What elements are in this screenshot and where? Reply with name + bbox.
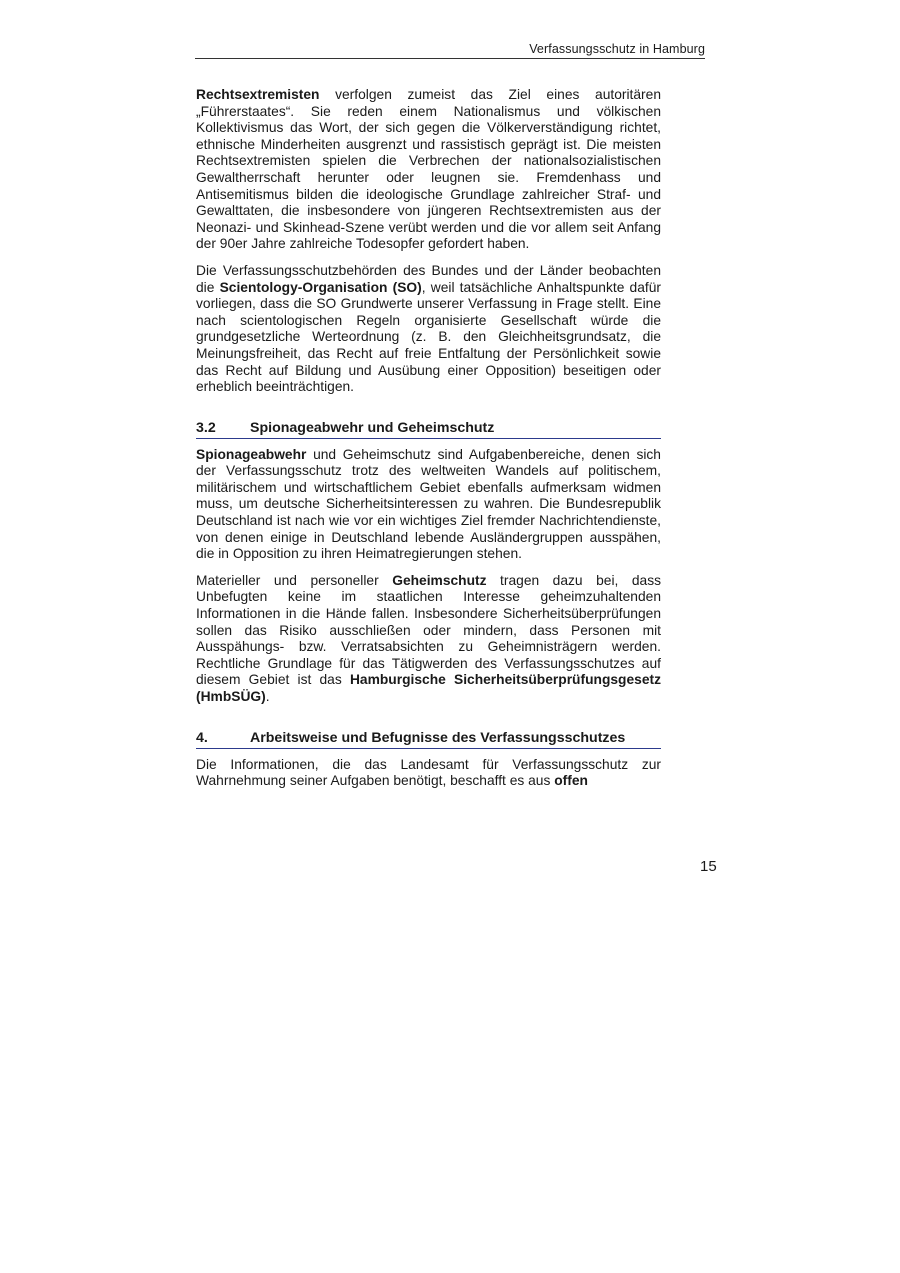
paragraph-text: und Geheimschutz sind Aufgabenbereiche, denen sich der Verfassungsschutz trotz des weltweiten Wandels auf politischem, militärischem und wirtschaftlichem Gebiet ebenfalls aufmerksam widmen muss, um deutsche Sicherheitsinteressen zu wahren. Die Bundesrepublik Deutschland ist nach wie vor ein wichtiges Ziel fremder Nachrichtendienste, von denen einige in Deutschland lebende Ausländergruppen ausspähen, die in Opposition zu ihren Heimatregierungen stehen. (196, 446, 661, 562)
term-spionageabwehr: Spionageabwehr (196, 446, 307, 462)
term-geheimschutz: Geheimschutz (392, 572, 487, 588)
page-number: 15 (700, 858, 717, 875)
paragraph-spionageabwehr (196, 447, 661, 563)
section-title: Arbeitsweise und Befugnisse des Verfassungsschutzes (250, 729, 626, 746)
paragraph-arbeitsweise (196, 757, 661, 790)
paragraph-text: Materieller und personeller (196, 572, 393, 588)
term-hmbsueg: Hamburgische Sicherheitsüberprüfungsgesetz (HmbSÜG) (196, 672, 661, 704)
section-title: Spionageabwehr und Geheimschutz (250, 419, 495, 436)
term-rechtsextremisten: Rechtsextremisten (196, 87, 320, 102)
running-header (195, 42, 705, 59)
section-number: 3.2 (196, 419, 216, 436)
paragraph-rechtsextremisten (196, 87, 661, 253)
paragraph-text: tragen dazu bei, dass Unbefugten keine im staatlichen Interesse geheimzuhaltenden Informationen in die Hände fallen. Insbesondere Sicherheitsüberprüfungen sollen das Risiko ausschließen oder mindern, dass Personen mit Ausspähungs- bzw. Verratsabsichten zu Geheimnisträgern werden. Rechtliche Grundlage für das Tätigwerden des Verfassungsschutzes auf diesem Gebiet ist das (196, 572, 661, 688)
section-heading-4 (196, 730, 661, 749)
paragraph-text: verfolgen zumeist das Ziel eines autoritären „Führerstaates“. Sie reden einem Nationalismus und völkischen Kollektivismus das Wort, der sich gegen die Völkerverständigung richtet, ethnische Minderheiten ausgrenzt und rassistisch geprägt ist. Die meisten Rechtsextremisten spielen die Verbrechen der nationalsozialistischen Gewaltherrschaft herunter oder leugnen sie. Fremdenhass und Antisemitismus bilden die ideologische Grundlage zahlreicher Straf- und Gewalttaten, die insbesondere von jüngeren Rechtsextremisten aus der Neonazi- und Skinhead-Szene verübt werden und die vor allem seit Anfang der 90er Jahre zahlreiche Todesopfer gefordert haben. (196, 87, 661, 252)
paragraph-text: Die Informationen, die das Landesamt für Verfassungsschutz zur Wahrnehmung seiner Aufgaben benötigt, beschafft es aus (196, 756, 661, 789)
page-body (196, 87, 661, 800)
term-scientology-organisation: Scientology-Organisation (SO) (219, 279, 422, 295)
paragraph-scientology (196, 263, 661, 396)
paragraph-text: Die Verfassungsschutzbehörden des Bundes und der Länder beobachten die (196, 262, 661, 295)
running-header-title: Verfassungsschutz in Hamburg (529, 42, 705, 56)
paragraph-text: . (265, 689, 270, 704)
section-heading-3-2 (196, 420, 661, 439)
term-offen: offen (554, 773, 588, 789)
paragraph-text: , weil tatsächliche Anhaltspunkte dafür vorliegen, dass die SO Grundwerte unserer Verfassung in Frage stellt. Eine nach scientologischen Regeln organisierte Gesellschaft würde die grundgesetzliche Werteordnung (z. B. den Gleichheitsgrundsatz, die Meinungsfreiheit, das Recht auf freie Entfaltung der Persönlichkeit sowie das Recht auf Bildung und Ausübung einer Opposition) beseitigen oder erheblich beeinträchtigen. (196, 279, 661, 395)
paragraph-geheimschutz (196, 573, 661, 706)
section-number: 4. (196, 729, 208, 746)
